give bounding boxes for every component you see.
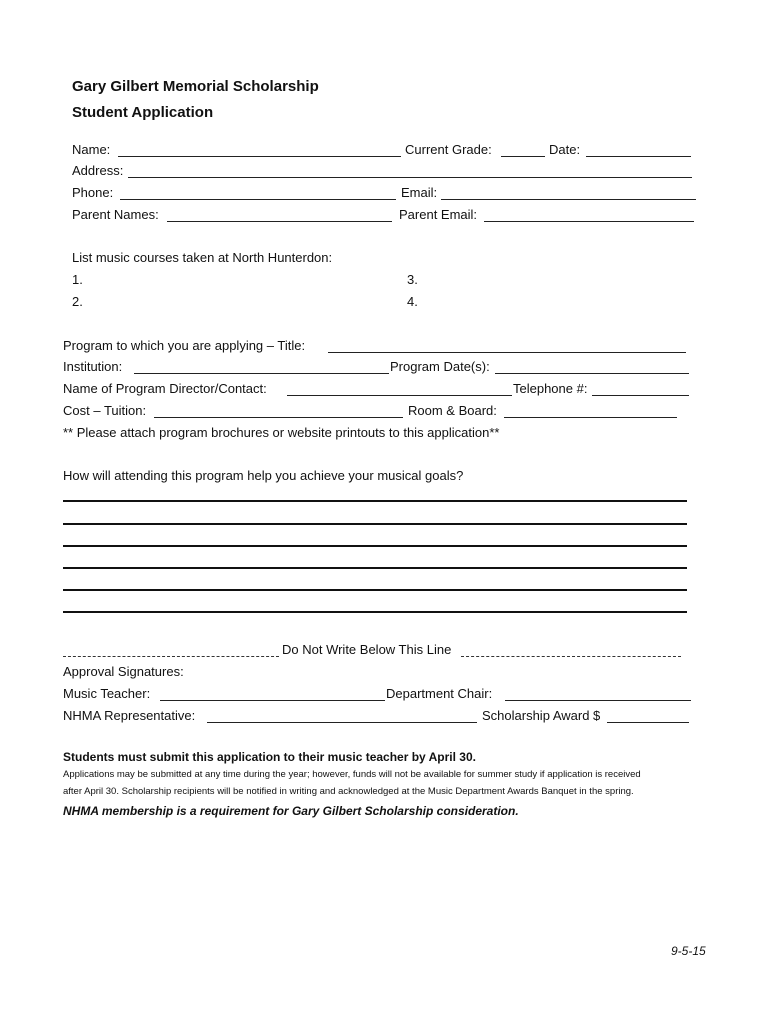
grade-field[interactable] bbox=[501, 156, 545, 157]
award-field[interactable] bbox=[607, 722, 689, 723]
institution-label: Institution: bbox=[63, 359, 123, 374]
info-line-2: after April 30. Scholarship recipients will be notified in writing and acknowledged at the Music Department Awards Banquet in the spring. bbox=[63, 786, 634, 797]
director-label: Name of Program Director/Contact: bbox=[63, 381, 267, 396]
email-field[interactable] bbox=[441, 199, 696, 200]
program-dates-label: Program Date(s): bbox=[390, 359, 490, 374]
form-title: Gary Gilbert Memorial Scholarship bbox=[72, 78, 319, 95]
divider-text: Do Not Write Below This Line bbox=[282, 642, 452, 657]
date-label: Date: bbox=[549, 142, 581, 157]
dept-chair-label: Department Chair: bbox=[386, 686, 493, 701]
essay-line-2[interactable] bbox=[63, 523, 687, 525]
essay-line-6[interactable] bbox=[63, 611, 687, 613]
approval-label: Approval Signatures: bbox=[63, 664, 184, 679]
divider-dash-right bbox=[461, 656, 681, 657]
tuition-label: Cost – Tuition: bbox=[63, 403, 147, 418]
essay-question: How will attending this program help you achieve your musical goals? bbox=[63, 468, 464, 483]
essay-line-5[interactable] bbox=[63, 589, 687, 591]
attach-note: ** Please attach program brochures or website printouts to this application** bbox=[63, 425, 500, 440]
institution-field[interactable] bbox=[134, 373, 389, 374]
nhma-rep-label: NHMA Representative: bbox=[63, 708, 196, 723]
tuition-field[interactable] bbox=[154, 417, 403, 418]
telephone-field[interactable] bbox=[592, 395, 689, 396]
room-board-field[interactable] bbox=[504, 417, 677, 418]
info-line-1: Applications may be submitted at any time during the year; however, funds will not be available for summer study if application is received bbox=[63, 769, 641, 780]
form-subtitle: Student Application bbox=[72, 104, 214, 121]
parent-names-field[interactable] bbox=[167, 221, 392, 222]
director-field[interactable] bbox=[287, 395, 512, 396]
program-dates-field[interactable] bbox=[495, 373, 689, 374]
name-field[interactable] bbox=[118, 156, 401, 157]
program-title-label: Program to which you are applying – Title: bbox=[63, 338, 306, 353]
deadline-text: Students must submit this application to their music teacher by April 30. bbox=[63, 750, 476, 764]
program-title-field[interactable] bbox=[328, 352, 686, 353]
parent-email-label: Parent Email: bbox=[399, 207, 478, 222]
membership-note: NHMA membership is a requirement for Gary Gilbert Scholarship consideration. bbox=[63, 804, 519, 818]
course-item-4[interactable]: 4. bbox=[407, 294, 418, 309]
divider-dash-left bbox=[63, 656, 279, 657]
course-item-1[interactable]: 1. bbox=[72, 272, 83, 287]
parent-email-field[interactable] bbox=[484, 221, 694, 222]
music-teacher-label: Music Teacher: bbox=[63, 686, 151, 701]
date-field[interactable] bbox=[586, 156, 691, 157]
nhma-rep-field[interactable] bbox=[207, 722, 477, 723]
courses-label: List music courses taken at North Hunterdon: bbox=[72, 250, 333, 265]
address-label: Address: bbox=[72, 163, 124, 178]
name-label: Name: bbox=[72, 142, 111, 157]
award-label: Scholarship Award $ bbox=[482, 708, 601, 723]
version-date: 9-5-15 bbox=[671, 944, 706, 958]
essay-line-3[interactable] bbox=[63, 545, 687, 547]
address-field[interactable] bbox=[128, 177, 692, 178]
essay-line-4[interactable] bbox=[63, 567, 687, 569]
parent-names-label: Parent Names: bbox=[72, 207, 159, 222]
course-item-2[interactable]: 2. bbox=[72, 294, 83, 309]
course-item-3[interactable]: 3. bbox=[407, 272, 418, 287]
essay-line-1[interactable] bbox=[63, 500, 687, 502]
room-board-label: Room & Board: bbox=[408, 403, 497, 418]
phone-label: Phone: bbox=[72, 185, 114, 200]
email-label: Email: bbox=[401, 185, 438, 200]
music-teacher-field[interactable] bbox=[160, 700, 385, 701]
phone-field[interactable] bbox=[120, 199, 396, 200]
dept-chair-field[interactable] bbox=[505, 700, 691, 701]
grade-label: Current Grade: bbox=[405, 142, 492, 157]
telephone-label: Telephone #: bbox=[513, 381, 588, 396]
